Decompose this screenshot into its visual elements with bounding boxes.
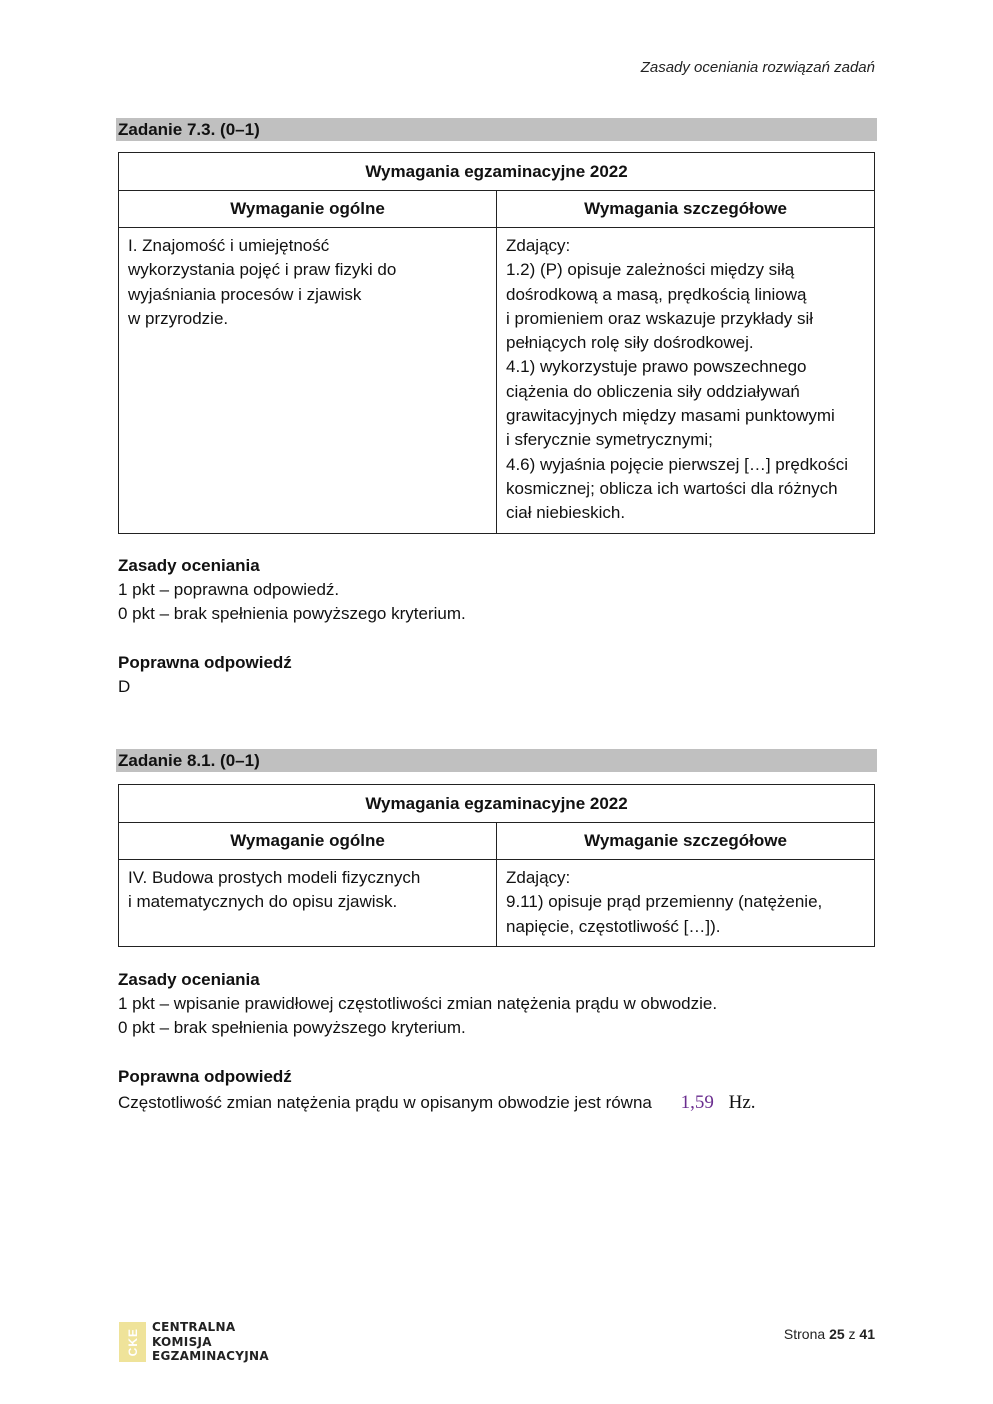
text-line: ciał niebieskich. — [506, 503, 626, 523]
logo-line: KOMISJA — [152, 1334, 212, 1349]
text-line: wyjaśniania procesów i zjawisk — [128, 284, 362, 304]
scoring-line: 0 pkt – brak spełnienia powyższego kryterium. — [118, 604, 466, 623]
task-title-8-1: Zadanie 8.1. (0–1) — [116, 749, 877, 772]
column-header-general: Wymaganie ogólne — [119, 191, 497, 228]
text-line: wykorzystania pojęć i praw fizyki do — [128, 260, 397, 280]
text-line: i sferycznie symetrycznymi; — [506, 430, 713, 450]
detailed-requirement-cell — [497, 228, 875, 534]
text-line: napięcie, częstotliwość […]). — [506, 916, 721, 936]
text-line: pełniących rolę siły dośrodkowej. — [506, 333, 754, 353]
text-line: Zdający: — [506, 236, 571, 255]
text-line: 4.6) wyjaśnia pojęcie pierwszej […] prędkości — [506, 454, 849, 474]
page-total: 41 — [859, 1326, 875, 1342]
page-current: 25 — [829, 1326, 845, 1342]
table-caption: Wymagania egzaminacyjne 2022 — [119, 785, 875, 823]
answer-text: Częstotliwość zmian natężenia prądu w opisanym obwodzie jest równa — [118, 1093, 652, 1112]
answer-section-7-3 — [118, 651, 292, 699]
answer-value: 1,59 — [680, 1092, 714, 1113]
answer-heading: Poprawna odpowiedź — [118, 653, 292, 672]
text-line: ciążenia do obliczenia siły oddziaływań — [506, 381, 800, 401]
column-header-general: Wymaganie ogólne — [119, 823, 497, 860]
text-line: i matematycznych do opisu zjawisk. — [128, 892, 398, 912]
scoring-section-8-1 — [118, 968, 717, 1040]
text-line: 1.2) (P) opisuje zależności między siłą — [506, 260, 795, 280]
table-caption: Wymagania egzaminacyjne 2022 — [119, 153, 875, 191]
task-title-7-3: Zadanie 7.3. (0–1) — [116, 118, 877, 141]
answer-heading: Poprawna odpowiedź — [118, 1067, 292, 1086]
scoring-line: 1 pkt – wpisanie prawidłowej częstotliwości zmian natężenia prądu w obwodzie. — [118, 994, 718, 1013]
general-requirement-cell — [119, 860, 497, 947]
text-line: i promieniem oraz wskazuje przykłady sił — [506, 308, 814, 328]
answer-text: D — [118, 677, 131, 696]
text-line: Zdający: — [506, 868, 571, 887]
scoring-line: 1 pkt – poprawna odpowiedź. — [118, 580, 340, 599]
general-requirement-cell — [119, 228, 497, 534]
cke-logo-mark-text: CKE — [125, 1327, 140, 1356]
requirements-table-8-1 — [118, 784, 875, 947]
page-separator: z — [848, 1326, 856, 1342]
column-header-detailed: Wymagania szczegółowe — [497, 191, 875, 228]
page-number — [784, 1326, 875, 1342]
text-line: 4.1) wykorzystuje prawo powszechnego — [506, 357, 807, 377]
scoring-line: 0 pkt – brak spełnienia powyższego kryterium. — [118, 1018, 466, 1037]
document-header-title: Zasady oceniania rozwiązań zadań — [640, 59, 875, 76]
logo-line: EGZAMINACYJNA — [152, 1349, 269, 1363]
cke-logo-mark — [119, 1322, 146, 1362]
requirements-table-7-3 — [118, 152, 875, 534]
text-line: 9.11) opisuje prąd przemienny (natężenie, — [506, 892, 823, 912]
scoring-heading: Zasady oceniania — [118, 970, 260, 989]
scoring-heading: Zasady oceniania — [118, 556, 260, 575]
column-header-detailed: Wymaganie szczegółowe — [497, 823, 875, 860]
text-line: dośrodkową a masą, prędkością liniową — [506, 284, 807, 304]
scoring-section-7-3 — [118, 554, 466, 626]
text-line: I. Znajomość i umiejętność — [128, 236, 330, 255]
page-label: Strona — [783, 1326, 826, 1342]
detailed-requirement-cell — [497, 860, 875, 947]
answer-line — [118, 1091, 756, 1115]
logo-line: CENTRALNA — [152, 1320, 236, 1334]
answer-section-8-1 — [118, 1065, 756, 1115]
answer-unit: Hz. — [728, 1092, 756, 1113]
text-line: kosmicznej; oblicza ich wartości dla różnych — [506, 478, 838, 498]
text-line: w przyrodzie. — [128, 308, 229, 328]
text-line: grawitacyjnych między masami punktowymi — [506, 406, 835, 426]
text-line: IV. Budowa prostych modeli fizycznych — [128, 868, 421, 887]
cke-logo-text — [152, 1320, 269, 1364]
cke-logo — [119, 1320, 269, 1364]
